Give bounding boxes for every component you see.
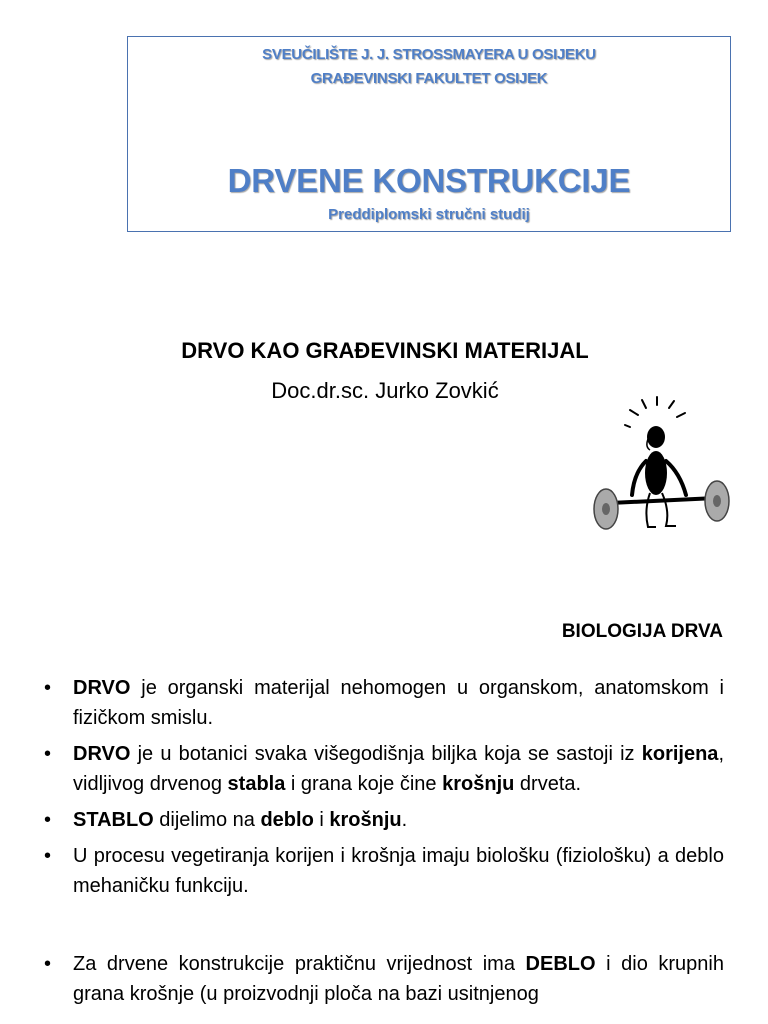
item-text: dijelimo na	[153, 809, 261, 831]
bullet-marker: •	[44, 809, 52, 831]
list-spacer	[44, 907, 724, 943]
item-text: i grana koje čine	[285, 773, 443, 795]
bold-term: stabla	[227, 773, 286, 795]
bold-term: krošnju	[329, 809, 402, 831]
faculty-name: GRAĐEVINSKI FAKULTET OSIJEK	[310, 70, 548, 87]
bold-term: DRVO	[73, 677, 131, 699]
lecture-author: Doc.dr.sc. Jurko Zovkić	[271, 378, 499, 403]
list-item	[44, 673, 724, 733]
lecture-title: DRVO KAO GRAĐEVINSKI MATERIJAL	[181, 338, 589, 363]
bold-term: DEBLO	[525, 953, 596, 975]
weightlifter-clipart	[590, 395, 735, 535]
bold-term: krošnju	[442, 773, 515, 795]
bold-term: STABLO	[73, 809, 154, 831]
item-text: Za drvene konstrukcije praktičnu vrijednost ima	[73, 953, 526, 975]
bold-term: korijena	[641, 743, 719, 765]
title-header-box	[127, 36, 731, 232]
bold-term: deblo	[260, 809, 314, 831]
item-text: , vidljivog drvenog	[73, 743, 724, 795]
item-text: U procesu vegetiranja korijen i krošnja imaju biološku (fiziološku) a deblo mehaničku funkciju.	[73, 845, 724, 897]
bullet-list	[44, 673, 724, 1015]
list-item	[44, 805, 724, 835]
bullet-marker: •	[44, 953, 52, 975]
bold-term: DRVO	[73, 743, 131, 765]
bullet-marker: •	[44, 845, 52, 867]
section-heading: BIOLOGIJA DRVA	[561, 621, 723, 642]
item-text: .	[401, 809, 408, 831]
bullet-marker: •	[44, 677, 52, 699]
course-title: DRVENE KONSTRUKCIJE	[227, 162, 631, 199]
item-text: i dio krupnih grana krošnje (u proizvodnji ploča na bazi usitnjenog	[73, 953, 724, 1005]
item-text: drveta.	[514, 773, 582, 795]
list-item	[44, 949, 724, 1009]
item-text: je organski materijal nehomogen u organskom, anatomskom i fizičkom smislu.	[73, 677, 724, 729]
bullet-marker: •	[44, 743, 52, 765]
item-text: je u botanici svaka višegodišnja biljka koja se sastoji iz	[130, 743, 642, 765]
item-text: i	[313, 809, 330, 831]
list-item	[44, 739, 724, 799]
list-item	[44, 841, 724, 901]
university-name: SVEUČILIŠTE J. J. STROSSMAYERA U OSIJEKU	[262, 46, 596, 63]
study-program: Preddiplomski stručni studij	[328, 206, 530, 223]
